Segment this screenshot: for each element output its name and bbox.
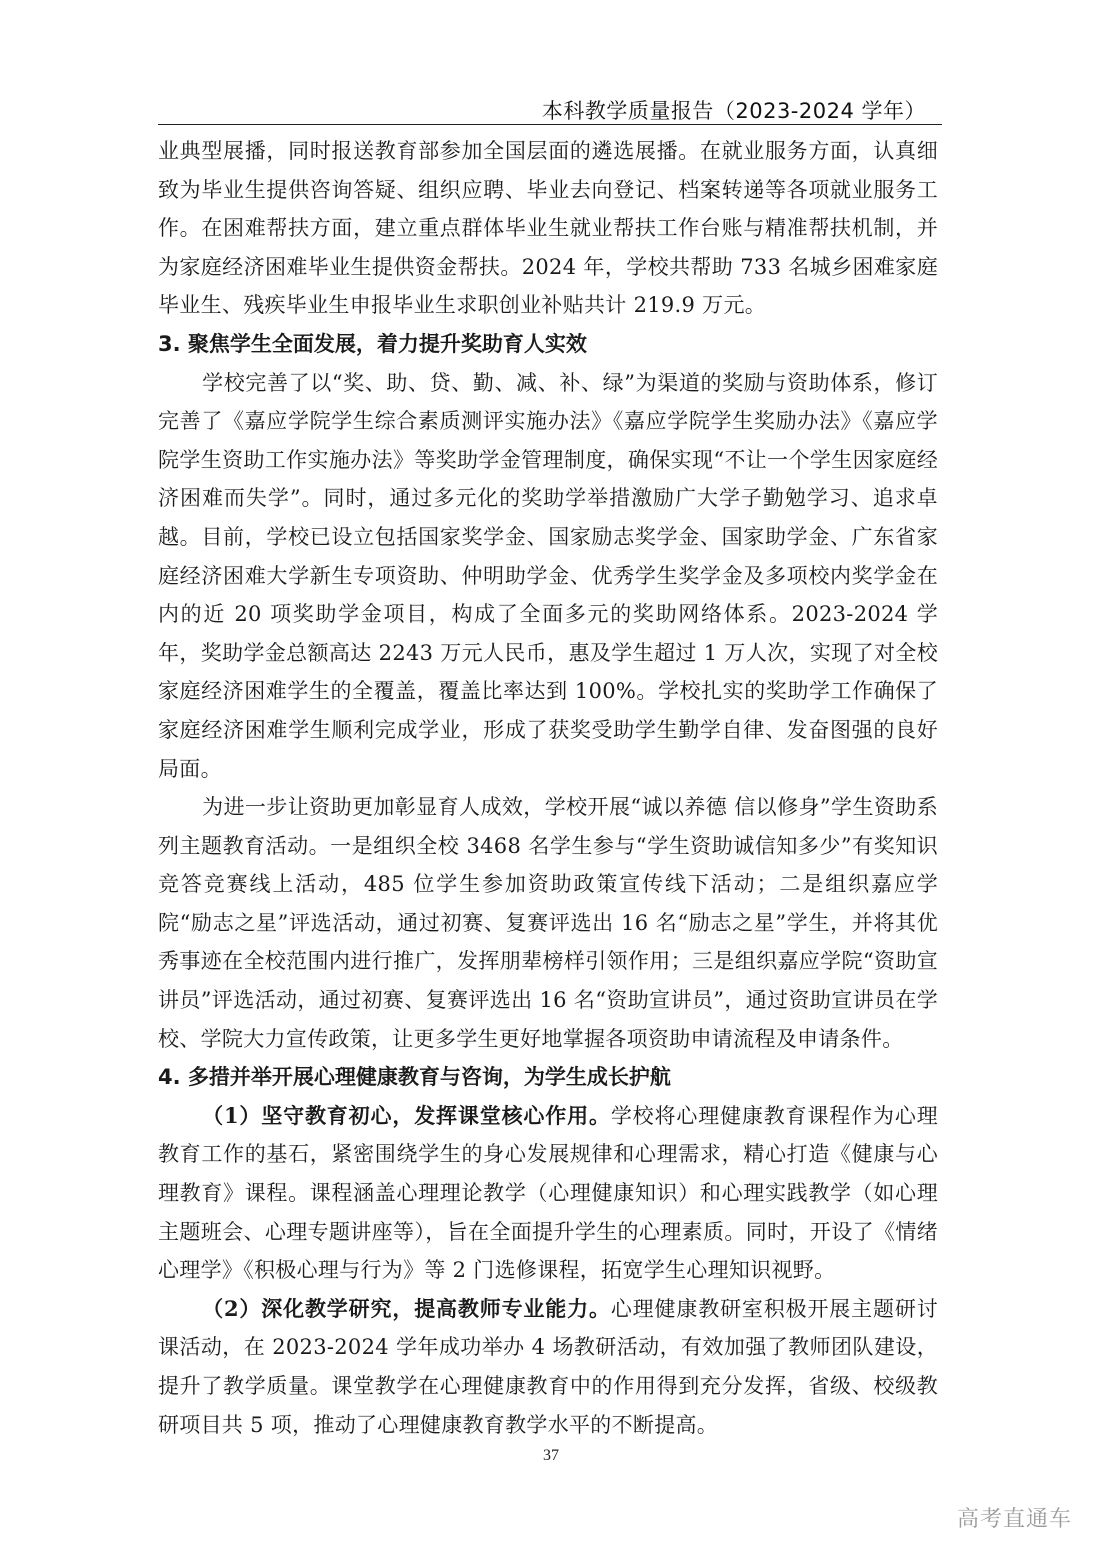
paragraph-text-2: 心理健康教研室积极开展主题研讨课活动，在 2023-2024 学年成功举办 4 场教研活动，有效加强了教师团队建设，提升了教学质量。课堂教学在心理健康教育中的作用得到充分发挥，省级、校级教研项目共 5 项，推动了心理健康教育教学水平的不断提高。 bbox=[158, 1296, 939, 1437]
paragraph-funding-education: 为进一步让资助更加彰显育人成效，学校开展“诚以养德 信以修身”学生资助系列主题教育活动。一是组织全校 3468 名学生参与“学生资助诚信知多少”有奖知识竞答竞赛线上活动，485 位学生参加资助政策宣传线下活动；二是组织嘉应学院“励志之星”评选活动，通过初赛、复赛评选出 16 名“励志之星”学生，并将其优秀事迹在全校范围内进行推广，发挥朋辈榜样引领作用；三是组织嘉应学院“资助宣讲员”评选活动，通过初赛、复赛评选出 16 名“资助宣讲员”，通过资助宣讲员在学校、学院大力宣传政策，让更多学生更好地掌握各项资助申请流程及申请条件。 bbox=[158, 795, 938, 1051]
header-divider bbox=[158, 124, 942, 125]
paragraph-teaching-research bbox=[158, 1290, 938, 1444]
paragraph-course-core bbox=[158, 1097, 938, 1290]
paragraph-lead-2: （2）深化教学研究，提高教师专业能力。 bbox=[202, 1295, 611, 1321]
section-heading-4: 4. 多措并举开展心理健康教育与咨询，为学生成长护航 bbox=[158, 1065, 671, 1090]
paragraph-continued: 业典型展播，同时报送教育部参加全国层面的遴选展播。在就业服务方面，认真细致为毕业生提供咨询答疑、组织应聘、毕业去向登记、档案转递等各项就业服务工作。在困难帮扶方面，建立重点群体毕业生就业帮扶工作台账与精准帮扶机制，并为家庭经济困难毕业生提供资金帮扶。2024 年，学校共帮助 733 名城乡困难家庭毕业生、残疾毕业生申报毕业生求职创业补贴共计 219.9 万元。 bbox=[158, 139, 938, 318]
paragraph-scholarship-system: 学校完善了以“奖、助、贷、勤、减、补、绿”为渠道的奖励与资助体系，修订完善了《嘉应学院学生综合素质测评实施办法》《嘉应学院学生奖励办法》《嘉应学院学生资助工作实施办法》等奖助学金管理制度，确保实现“不让一个学生因家庭经济困难而失学”。同时，通过多元化的奖助学举措激励广大学子勤勉学习、追求卓越。目前，学校已设立包括国家奖学金、国家励志奖学金、国家助学金、广东省家庭经济困难大学新生专项资助、仲明助学金、优秀学生奖学金及多项校内奖学金在内的近 20 项奖助学金项目，构成了全面多元的奖助网络体系。2023-2024 学年，奖助学金总额高达 2243 万元人民币，惠及学生超过 1 万人次，实现了对全校家庭经济困难学生的全覆盖，覆盖比率达到 100%。学校扎实的奖助学工作确保了家庭经济困难学生顺利完成学业，形成了获奖受助学生勤学自律、发奋图强的良好局面。 bbox=[158, 370, 938, 781]
paragraph-lead-1: （1）坚守教育初心，发挥课堂核心作用。 bbox=[202, 1102, 611, 1128]
section-heading-3: 3. 聚焦学生全面发展，着力提升奖助育人实效 bbox=[158, 331, 587, 356]
page-body bbox=[158, 132, 938, 1444]
page-number: 37 bbox=[543, 1447, 559, 1464]
watermark-text: 高考直通车 bbox=[956, 1507, 1072, 1532]
report-header-title: 本科教学质量报告（2023-2024 学年） bbox=[541, 99, 926, 123]
paragraph-text-1: 学校将心理健康教育课程作为心理教育工作的基石，紧密围绕学生的身心发展规律和心理需求，精心打造《健康与心理教育》课程。课程涵盖心理理论教学（心理健康知识）和心理实践教学（如心理主题班会、心理专题讲座等），旨在全面提升学生的心理素质。同时，开设了《情绪心理学》《积极心理与行为》等 2 门选修课程，拓宽学生心理知识视野。 bbox=[158, 1103, 939, 1283]
